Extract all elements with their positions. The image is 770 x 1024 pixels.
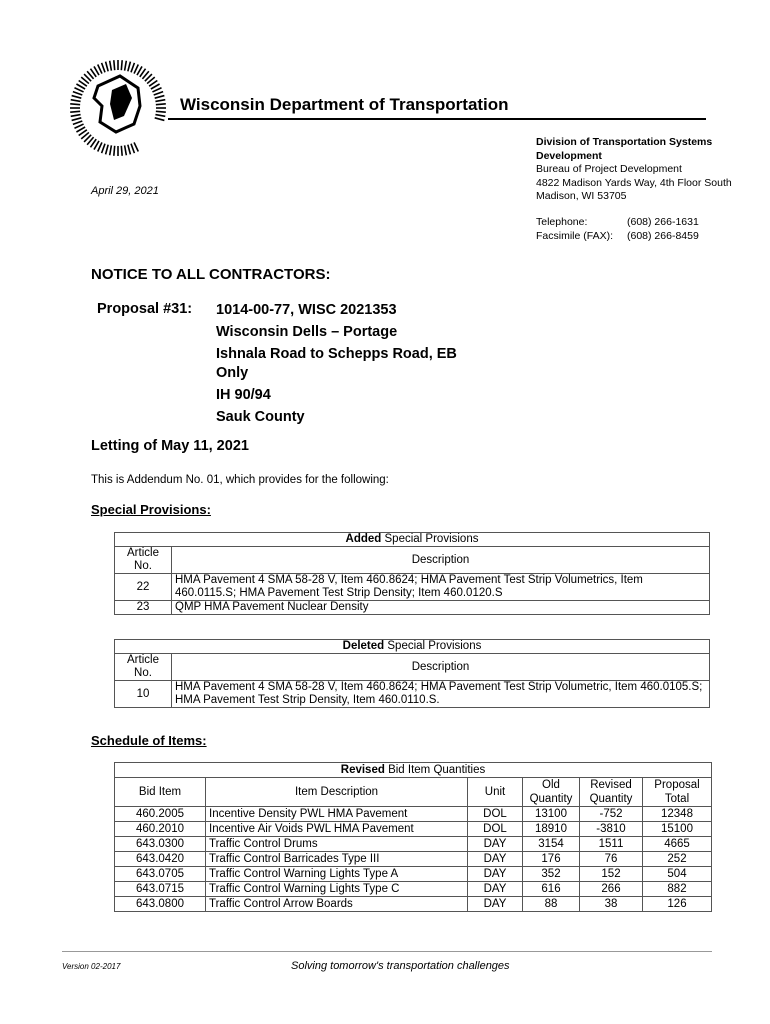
revised-quantity-cell: -752 <box>580 807 643 822</box>
table-row <box>115 837 712 852</box>
table-row <box>115 822 712 837</box>
logo-tick <box>131 144 134 153</box>
revised-quantity-cell: -3810 <box>580 822 643 837</box>
unit-cell: DAY <box>468 882 523 897</box>
addendum-intro: This is Addendum No. 01, which provides for the following: <box>91 474 389 486</box>
logo-tick <box>72 96 82 99</box>
bid-item-cell: 643.0715 <box>115 882 206 897</box>
contact-block <box>536 216 699 243</box>
logo-tick <box>154 92 163 95</box>
logo-tick <box>114 146 115 156</box>
description-cell: HMA Pavement 4 SMA 58-28 V, Item 460.8624; HMA Pavement Test Strip Volumetric, Item 460.0105.S; HMA Pavement Test Strip Density, Item 460.0110.S. <box>172 681 710 708</box>
bid-item-cell: 643.0705 <box>115 867 206 882</box>
proposal-line: Wisconsin Dells – Portage <box>216 324 398 340</box>
logo-tick <box>114 60 115 70</box>
logo-tick <box>125 61 127 71</box>
added-provisions-table <box>114 532 710 615</box>
revised-quantity-cell: 76 <box>580 852 643 867</box>
table-row <box>115 882 712 897</box>
proposal-label: Proposal #31: <box>97 301 193 317</box>
table-row <box>115 867 712 882</box>
proposal-total-cell: 12348 <box>643 807 712 822</box>
old-quantity-cell: 18910 <box>523 822 580 837</box>
table-caption: Added Special Provisions <box>115 533 710 547</box>
column-header: Old Quantity <box>523 778 580 807</box>
table-row <box>115 681 710 708</box>
old-quantity-cell: 616 <box>523 882 580 897</box>
bid-item-cell: 460.2010 <box>115 822 206 837</box>
proposal-total-cell: 4665 <box>643 837 712 852</box>
item-description-cell: Incentive Density PWL HMA Pavement <box>206 807 468 822</box>
proposal-line: IH 90/94 <box>216 387 271 403</box>
column-header: Article No. <box>115 547 172 574</box>
revised-quantity-cell: 1511 <box>580 837 643 852</box>
schedule-heading: Schedule of Items: <box>91 733 207 748</box>
logo-tick <box>152 88 161 92</box>
table-row <box>115 897 712 912</box>
letter-date: April 29, 2021 <box>91 185 159 197</box>
article-cell: 22 <box>115 574 172 601</box>
bid-item-cell: 643.0800 <box>115 897 206 912</box>
old-quantity-cell: 352 <box>523 867 580 882</box>
logo-tick <box>102 63 105 72</box>
logo-tick <box>110 61 112 71</box>
logo-tick <box>70 111 80 112</box>
logo-tick <box>72 118 82 121</box>
logo-tick <box>74 124 83 128</box>
table-row <box>115 574 710 601</box>
logo-tick <box>71 100 81 102</box>
proposal-total-cell: 882 <box>643 882 712 897</box>
logo-tick <box>110 145 112 155</box>
item-description-cell: Traffic Control Drums <box>206 837 468 852</box>
proposal-line: Ishnala Road to Schepps Road, EB Only <box>216 346 457 381</box>
proposal-line: 1014-00-77, WISC 2021353 <box>216 302 397 318</box>
proposal-line: Sauk County <box>216 409 305 425</box>
logo-tick <box>74 88 83 92</box>
letting-date: Letting of May 11, 2021 <box>91 438 249 454</box>
header-rule <box>168 118 706 120</box>
bid-item-cell: 643.0300 <box>115 837 206 852</box>
footer-tagline: Solving tomorrow's transportation challenges <box>291 960 510 972</box>
description-cell: HMA Pavement 4 SMA 58-28 V, Item 460.8624; HMA Pavement Test Strip Volumetrics, Item 460.0115.S; HMA Pavement Test Strip Density; Item 460.0120.S <box>172 574 710 601</box>
logo-tick <box>134 64 138 73</box>
bid-item-cell: 460.2005 <box>115 807 206 822</box>
proposal-total-cell: 252 <box>643 852 712 867</box>
logo-tick <box>70 104 80 105</box>
logo-tick <box>155 96 165 99</box>
column-header: Bid Item <box>115 778 206 807</box>
footer-rule <box>62 951 712 952</box>
column-header: Article No. <box>115 654 172 681</box>
logo-tick <box>128 62 131 72</box>
notice-heading: NOTICE TO ALL CONTRACTORS: <box>91 266 331 283</box>
fax-value: (608) 266-8459 <box>627 229 699 242</box>
logo-tick <box>155 100 165 102</box>
division-address <box>536 136 761 204</box>
old-quantity-cell: 3154 <box>523 837 580 852</box>
unit-cell: DAY <box>468 837 523 852</box>
version-label: Version 02-2017 <box>62 962 121 971</box>
logo-tick <box>98 142 102 151</box>
logo-tick <box>155 118 165 121</box>
logo-tick <box>131 63 134 72</box>
table-row <box>115 852 712 867</box>
unit-cell: DAY <box>468 897 523 912</box>
unit-cell: DOL <box>468 822 523 837</box>
column-header: Description <box>172 547 710 574</box>
logo-tick <box>121 146 122 156</box>
bid-items-table <box>114 762 712 912</box>
unit-cell: DAY <box>468 867 523 882</box>
logo-tick <box>121 60 122 70</box>
column-header: Description <box>172 654 710 681</box>
proposal-total-cell: 126 <box>643 897 712 912</box>
address-line: Madison, WI 53705 <box>536 190 627 202</box>
table-caption: Deleted Special Provisions <box>115 640 710 654</box>
division-line: Development <box>536 149 602 162</box>
proposal-details <box>216 301 476 430</box>
description-cell: QMP HMA Pavement Nuclear Density <box>172 601 710 615</box>
logo-tick <box>156 104 166 105</box>
logo-tick <box>155 115 165 117</box>
wisdot-logo <box>68 58 168 158</box>
revised-quantity-cell: 38 <box>580 897 643 912</box>
proposal-total-cell: 15100 <box>643 822 712 837</box>
table-caption: Revised Bid Item Quantities <box>115 763 712 778</box>
telephone-value: (608) 266-1631 <box>627 216 699 228</box>
column-header: Proposal Total <box>643 778 712 807</box>
revised-quantity-cell: 152 <box>580 867 643 882</box>
logo-tick <box>73 92 82 95</box>
telephone-label: Telephone: <box>536 216 588 228</box>
logo-tick <box>98 64 102 73</box>
logo-tick <box>71 115 81 117</box>
old-quantity-cell: 176 <box>523 852 580 867</box>
item-description-cell: Traffic Control Warning Lights Type C <box>206 882 468 897</box>
item-description-cell: Incentive Air Voids PWL HMA Pavement <box>206 822 468 837</box>
table-row <box>115 601 710 615</box>
logo-tick <box>128 145 131 155</box>
old-quantity-cell: 13100 <box>523 807 580 822</box>
logo-tick <box>106 62 109 72</box>
address-line: Bureau of Project Development <box>536 163 682 175</box>
article-cell: 10 <box>115 681 172 708</box>
column-header: Revised Quantity <box>580 778 643 807</box>
bid-item-cell: 643.0420 <box>115 852 206 867</box>
unit-cell: DAY <box>468 852 523 867</box>
item-description-cell: Traffic Control Barricades Type III <box>206 852 468 867</box>
old-quantity-cell: 88 <box>523 897 580 912</box>
logo-tick <box>106 145 109 155</box>
column-header: Item Description <box>206 778 468 807</box>
logo-tick <box>102 144 105 153</box>
deleted-provisions-table <box>114 639 710 708</box>
revised-quantity-cell: 266 <box>580 882 643 897</box>
article-cell: 23 <box>115 601 172 615</box>
item-description-cell: Traffic Control Warning Lights Type A <box>206 867 468 882</box>
item-description-cell: Traffic Control Arrow Boards <box>206 897 468 912</box>
unit-cell: DOL <box>468 807 523 822</box>
address-line: 4822 Madison Yards Way, 4th Floor South <box>536 176 732 189</box>
fax-label: Facsimile (FAX): <box>536 229 614 242</box>
column-header: Unit <box>468 778 523 807</box>
department-name: Wisconsin Department of Transportation <box>180 95 509 114</box>
logo-tick <box>73 121 82 124</box>
special-provisions-heading: Special Provisions: <box>91 502 211 517</box>
logo-tick <box>156 111 166 112</box>
logo-tick <box>134 142 138 151</box>
division-line: Division of Transportation Systems <box>536 136 713 148</box>
proposal-total-cell: 504 <box>643 867 712 882</box>
logo-tick <box>125 145 127 155</box>
table-row <box>115 807 712 822</box>
